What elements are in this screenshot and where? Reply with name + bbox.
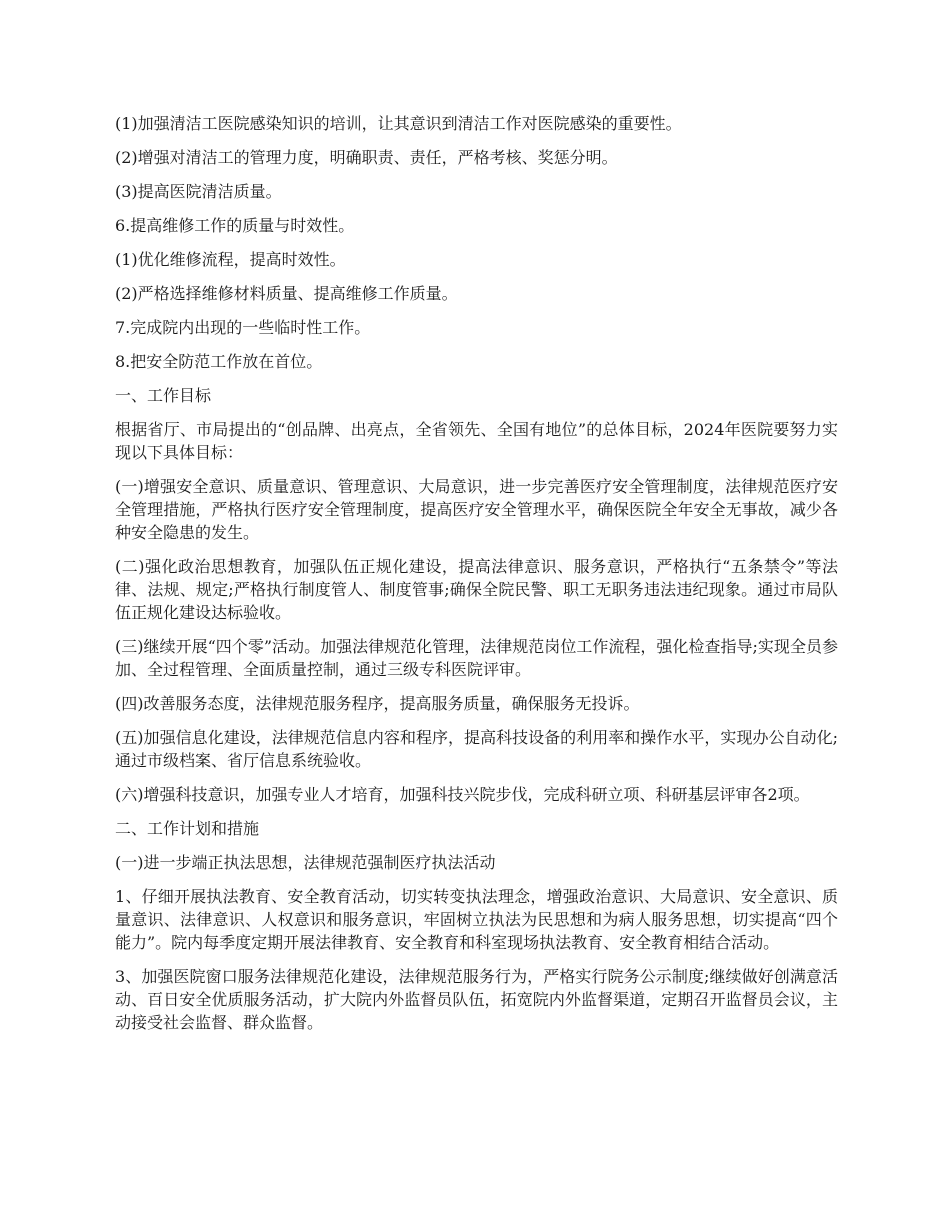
paragraph-1: (1)加强清洁工医院感染知识的培训，让其意识到清洁工作对医院感染的重要性。 bbox=[115, 114, 682, 133]
plan-subheading-1: (一)进一步端正执法思想，法律规范强制医疗执法活动 bbox=[115, 853, 496, 872]
document-body bbox=[115, 112, 838, 1045]
goal-item-3: (三)继续开展“四个零”活动。加强法律规范化管理，法律规范岗位工作流程，强化检查指导;实现全员参加、全过程管理、全面质量控制，通过三级专科医院评审。 bbox=[115, 637, 838, 679]
section-heading-plans: 二、工作计划和措施 bbox=[115, 819, 260, 838]
goal-item-5: (五)加强信息化建设，法律规范信息内容和程序，提高科技设备的利用率和操作水平，实现办公自动化;通过市级档案、省厅信息系统验收。 bbox=[115, 728, 838, 770]
paragraph-goals-intro: 根据省厅、市局提出的“创品牌、出亮点，全省领先、全国有地位”的总体目标，2024年医院要努力实现以下具体目标： bbox=[115, 420, 838, 462]
plan-item-3: 3、加强医院窗口服务法律规范化建设，法律规范服务行为，严格实行院务公示制度;继续做好创满意活动、百日安全优质服务活动，扩大院内外监督员队伍，拓宽院内外监督渠道，定期召开监督员会议，主动接受社会监督、群众监督。 bbox=[115, 967, 838, 1032]
paragraph-7: 7.完成院内出现的一些临时性工作。 bbox=[115, 318, 371, 337]
paragraph-2: (2)增强对清洁工的管理力度，明确职责、责任，严格考核、奖惩分明。 bbox=[115, 148, 618, 167]
goal-item-4: (四)改善服务态度，法律规范服务程序，提高服务质量，确保服务无投诉。 bbox=[115, 694, 640, 713]
section-heading-goals: 一、工作目标 bbox=[115, 386, 212, 405]
paragraph-8: 8.把安全防范工作放在首位。 bbox=[115, 352, 323, 371]
goal-item-6: (六)增强科技意识，加强专业人才培育，加强科技兴院步伐，完成科研立项、科研基层评审各2项。 bbox=[115, 785, 810, 804]
paragraph-5: (1)优化维修流程，提高时效性。 bbox=[115, 250, 346, 269]
paragraph-4: 6.提高维修工作的质量与时效性。 bbox=[115, 216, 355, 235]
goal-item-2: (二)强化政治思想教育，加强队伍正规化建设，提高法律意识、服务意识，严格执行“五条禁令”等法律、法规、规定;严格执行制度管人、制度管事;确保全院民警、职工无职务违法违纪现象。通过市局队伍正规化建设达标验收。 bbox=[115, 557, 838, 622]
goal-item-1: (一)增强安全意识、质量意识、管理意识、大局意识，进一步完善医疗安全管理制度，法律规范医疗安全管理措施，严格执行医疗安全管理制度，提高医疗安全管理水平，确保医院全年安全无事故，减少各种安全隐患的发生。 bbox=[115, 477, 838, 542]
plan-item-1: 1、仔细开展执法教育、安全教育活动，切实转变执法理念，增强政治意识、大局意识、安全意识、质量意识、法律意识、人权意识和服务意识，牢固树立执法为民思想和为病人服务思想，切实提高“四个能力”。院内每季度定期开展法律教育、安全教育和科室现场执法教育、安全教育相结合活动。 bbox=[115, 887, 838, 952]
paragraph-6: (2)严格选择维修材料质量、提高维修工作质量。 bbox=[115, 284, 458, 303]
paragraph-3: (3)提高医院清洁质量。 bbox=[115, 182, 282, 201]
